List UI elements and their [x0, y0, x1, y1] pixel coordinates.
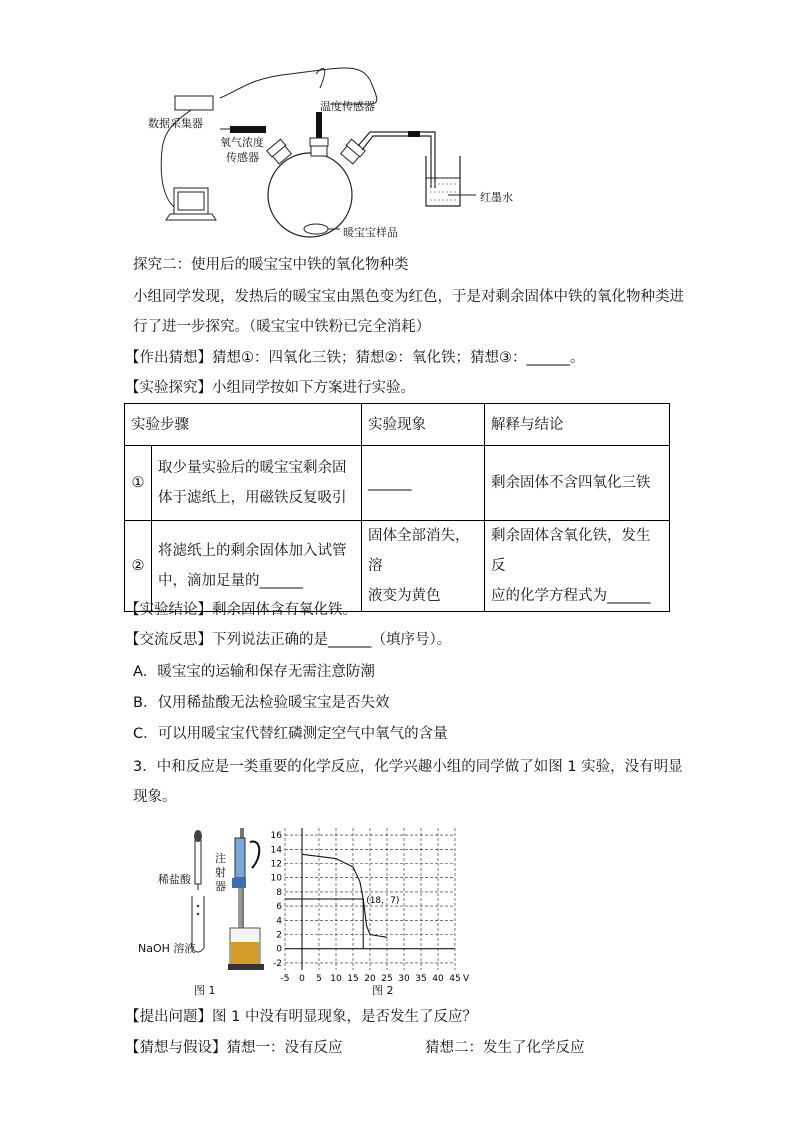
- ask-question-line: 【提出问题】图 1 中没有明显现象，是否发生了反应？: [125, 1009, 477, 1025]
- x-tick-label: 0: [299, 974, 305, 984]
- y-tick-label: 12: [270, 859, 282, 870]
- label-sample: 暖宝宝样品: [343, 226, 398, 239]
- y-tick-label: 4: [276, 916, 282, 927]
- figure-2-chart: [265, 818, 480, 984]
- y-tick-label: -2: [273, 958, 282, 969]
- syringe-icon: [235, 838, 245, 878]
- phenomenon-cell: ______: [362, 446, 485, 521]
- reflection-line: 【交流反思】下列说法正确的是______（填序号）。: [125, 632, 452, 648]
- conclusion-cell: [485, 521, 670, 612]
- table-row: [125, 521, 670, 612]
- guess-two: 猜想二：发生了化学反应: [425, 1040, 585, 1056]
- phenomenon-line: 固体全部消失，溶: [368, 528, 470, 574]
- x-tick-label: -5: [280, 974, 290, 984]
- step-line: 中，滴加足量的______: [158, 573, 303, 589]
- paragraph-line: 行了进一步探究。（暖宝宝中铁粉已完全消耗）: [133, 319, 431, 335]
- table-row: [125, 446, 670, 521]
- label-red-ink: 红墨水: [480, 191, 513, 204]
- conclusion-line: 剩余固体含氧化铁，发生反: [491, 528, 651, 574]
- y-tick-label: 10: [270, 873, 282, 884]
- experiment-intro: 【实验探究】小组同学按如下方案进行实验。: [125, 380, 415, 396]
- row-number: ②: [125, 521, 152, 612]
- y-tick-label: 2: [276, 930, 282, 941]
- figure-2-caption: 图 2: [372, 984, 394, 997]
- y-tick-label: 8: [276, 887, 282, 898]
- x-tick-label: 25: [381, 974, 393, 984]
- x-tick-label: 20: [364, 974, 376, 984]
- row-number: ①: [125, 446, 152, 521]
- label-temp-sensor: 温度传感器: [320, 100, 375, 113]
- guess-one: 【猜想与假设】猜想一：没有反应: [125, 1040, 343, 1056]
- y-tick-label: 14: [270, 845, 282, 856]
- conclusion-line: 【实验结论】剩余固体含有氧化铁。: [125, 602, 357, 618]
- option-a: A．暖宝宝的运输和保存无需注意防潮: [133, 664, 375, 680]
- apparatus-diagram: [130, 60, 550, 245]
- conclusion-line: 应的化学方程式为______: [491, 588, 651, 604]
- phenomenon-line: 液变为黄色: [368, 588, 441, 604]
- phenomenon-cell: [362, 521, 485, 612]
- table-header: 实验步骤: [125, 404, 362, 446]
- experiment-table: [124, 403, 670, 612]
- x-tick-label: 35: [415, 974, 427, 984]
- option-b: B．仅用稀盐酸无法检验暖宝宝是否失效: [133, 695, 390, 711]
- x-tick-label: 40: [432, 974, 444, 984]
- label-hcl: 稀盐酸: [158, 873, 191, 886]
- label-syringe: 器: [215, 880, 226, 893]
- x-tick-label: 5: [316, 974, 322, 984]
- step-line: 体于滤纸上，用磁铁反复吸引: [158, 490, 347, 506]
- step-line: 将滤纸上的剩余固体加入试管: [158, 543, 347, 559]
- step-cell: [152, 521, 362, 612]
- x-tick-label: 10: [330, 974, 342, 984]
- option-c: C．可以用暖宝宝代替红磷测定空气中氧气的含量: [133, 726, 448, 742]
- y-tick-label: 6: [276, 902, 282, 913]
- question-3-line: 3．中和反应是一类重要的化学反应，化学兴趣小组的同学做了如图 1 实验，没有明显: [133, 759, 683, 775]
- x-axis-label: V: [463, 974, 470, 984]
- y-tick-label: 0: [276, 944, 282, 955]
- x-tick-label: 45: [449, 974, 461, 984]
- y-tick-label: 16: [270, 831, 282, 842]
- step-line: 取少量实验后的暖宝宝剩余固: [158, 460, 347, 476]
- label-syringe: 射: [215, 866, 226, 879]
- section-title: 探究二：使用后的暖宝宝中铁的氧化物种类: [133, 257, 409, 273]
- table-header: 实验现象: [362, 404, 485, 446]
- label-data-collector: 数据采集器: [148, 117, 203, 130]
- x-tick-label: 15: [347, 974, 359, 984]
- label-syringe: 注: [215, 852, 226, 865]
- x-tick-label: 30: [398, 974, 410, 984]
- label-oxygen-sensor-1: 氧气浓度: [220, 136, 264, 149]
- paragraph-line: 小组同学发现，发热后的暖宝宝由黑色变为红色，于是对剩余固体中铁的氧化物种类进: [133, 289, 684, 305]
- annotation-label: (18，7): [366, 896, 400, 906]
- table-header: 解释与结论: [485, 404, 670, 446]
- figure-1-caption: 图 1: [194, 984, 216, 997]
- dropper-icon: [195, 840, 201, 884]
- data-collector: [175, 96, 213, 110]
- hypothesis-line: 【作出猜想】猜想①：四氧化三铁；猜想②：氧化铁；猜想③：______。: [125, 350, 585, 366]
- question-3-line: 现象。: [133, 789, 177, 805]
- label-oxygen-sensor-2: 传感器: [226, 151, 259, 164]
- conclusion-cell: 剩余固体不含四氧化三铁: [485, 446, 670, 521]
- step-cell: [152, 446, 362, 521]
- label-naoh: NaOH 溶液: [138, 942, 196, 955]
